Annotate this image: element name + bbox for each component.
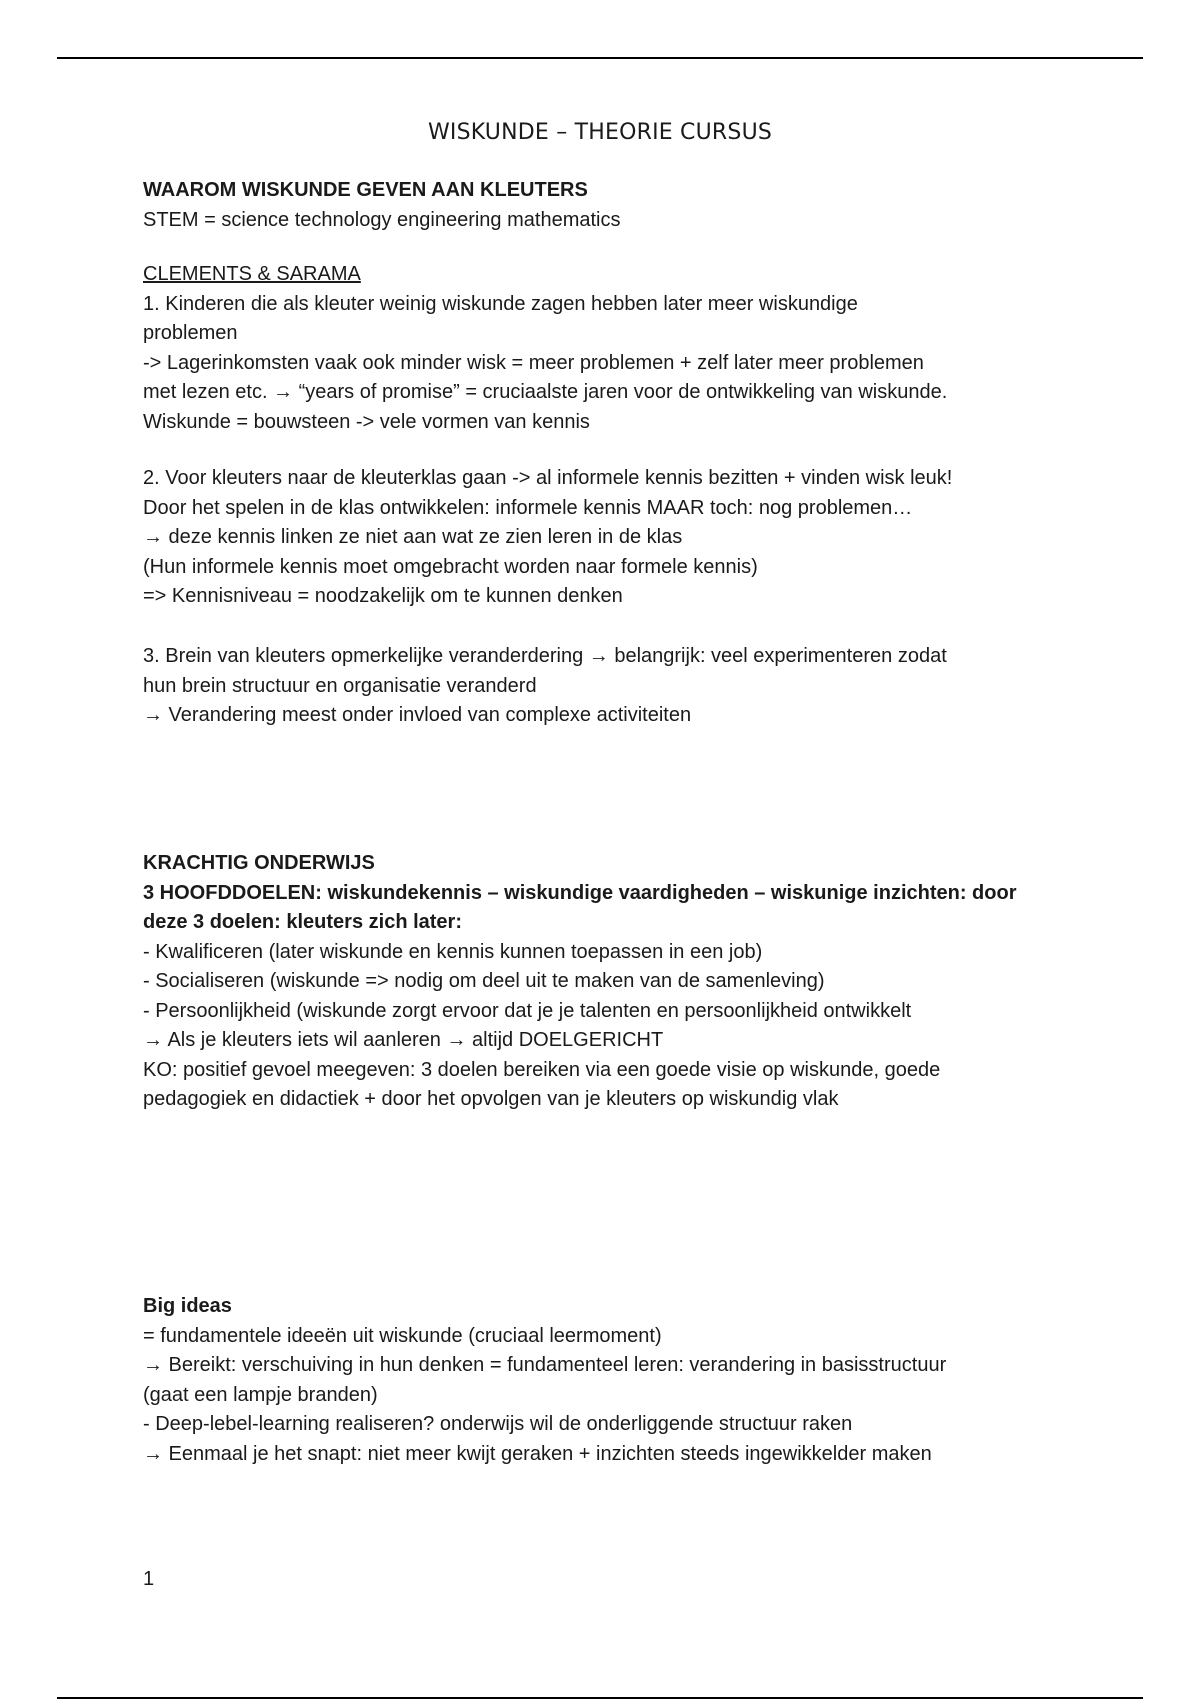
section-heading-clements-sarama: CLEMENTS & SARAMA (143, 263, 361, 285)
section-clements-sarama (143, 260, 1073, 437)
section-point-2 (143, 464, 1073, 612)
paragraph-line: 3. Brein van kleuters opmerkelijke veranderdering → belangrijk: veel experimenteren zodat (143, 645, 947, 667)
paragraph-line: → Bereikt: verschuiving in hun denken = fundamenteel leren: verandering in basisstructuur (143, 1354, 947, 1376)
page-number: 1 (143, 1568, 155, 1590)
paragraph-line: = fundamentele ideeën uit wiskunde (cruciaal leermoment) (143, 1324, 662, 1347)
section-big-ideas (143, 1292, 1073, 1469)
section-heading-big-ideas: Big ideas (143, 1295, 232, 1317)
paragraph-line: → Eenmaal je het snapt: niet meer kwijt geraken + inzichten steeds ingewikkelder maken (143, 1442, 932, 1465)
paragraph-line: 2. Voor kleuters naar de kleuterklas gaan -> al informele kennis bezitten + vinden wisk leuk! (143, 467, 953, 489)
section-waarom (143, 176, 1073, 235)
paragraph-line: => Kennisniveau = noodzakelijk om te kunnen denken (143, 585, 623, 607)
paragraph-line: Wiskunde = bouwsteen -> vele vormen van kennis (143, 410, 590, 433)
footer-rule (57, 1697, 1143, 1699)
paragraph-line: pedagogiek en didactiek + door het opvolgen van je kleuters op wiskundig vlak (143, 1088, 839, 1110)
paragraph-line: KO: positief gevoel meegeven: 3 doelen bereiken via een goede visie op wiskunde, goede (143, 1058, 941, 1081)
paragraph-line: hun brein structuur en organisatie veranderd (143, 674, 537, 697)
paragraph-line: STEM = science technology engineering mathematics (143, 208, 621, 231)
paragraph-line: - Kwalificeren (later wiskunde en kennis kunnen toepassen in een job) (143, 940, 763, 963)
document-title: WISKUNDE – THEORIE CURSUS (427, 120, 773, 145)
section-heading-waarom: WAAROM WISKUNDE GEVEN AAN KLEUTERS (143, 179, 588, 201)
paragraph-line: → deze kennis linken ze niet aan wat ze zien leren in de klas (143, 526, 683, 548)
paragraph-line: - Persoonlijkheid (wiskunde zorgt ervoor dat je je talenten en persoonlijkheid ontwikkelt (143, 999, 912, 1022)
paragraph-line: -> Lagerinkomsten vaak ook minder wisk = meer problemen + zelf later meer problemen (143, 351, 924, 374)
paragraph-line-bold: deze 3 doelen: kleuters zich later: (143, 911, 462, 933)
paragraph-line: met lezen etc. → “years of promise” = cruciaalste jaren voor de ontwikkeling van wiskunde. (143, 381, 948, 403)
paragraph-line: 1. Kinderen die als kleuter weinig wiskunde zagen hebben later meer wiskundige (143, 292, 858, 315)
section-krachtig-onderwijs (143, 849, 1073, 1115)
section-heading-krachtig-onderwijs: KRACHTIG ONDERWIJS (143, 852, 375, 874)
header-rule (57, 57, 1143, 59)
section-point-3 (143, 642, 1073, 731)
paragraph-line-bold: 3 HOOFDDOELEN: wiskundekennis – wiskundige vaardigheden – wiskunige inzichten: door (143, 881, 1017, 904)
paragraph-line: Door het spelen in de klas ontwikkelen: informele kennis MAAR toch: nog problemen… (143, 496, 913, 519)
paragraph-line: (gaat een lampje branden) (143, 1383, 378, 1406)
paragraph-line: (Hun informele kennis moet omgebracht worden naar formele kennis) (143, 555, 758, 578)
paragraph-line: → Als je kleuters iets wil aanleren → altijd DOELGERICHT (143, 1029, 664, 1051)
paragraph-line: - Deep-lebel-learning realiseren? onderwijs wil de onderliggende structuur raken (143, 1413, 853, 1435)
paragraph-line: → Verandering meest onder invloed van complexe activiteiten (143, 704, 692, 726)
paragraph-line: problemen (143, 322, 238, 344)
paragraph-line: - Socialiseren (wiskunde => nodig om deel uit te maken van de samenleving) (143, 970, 825, 992)
